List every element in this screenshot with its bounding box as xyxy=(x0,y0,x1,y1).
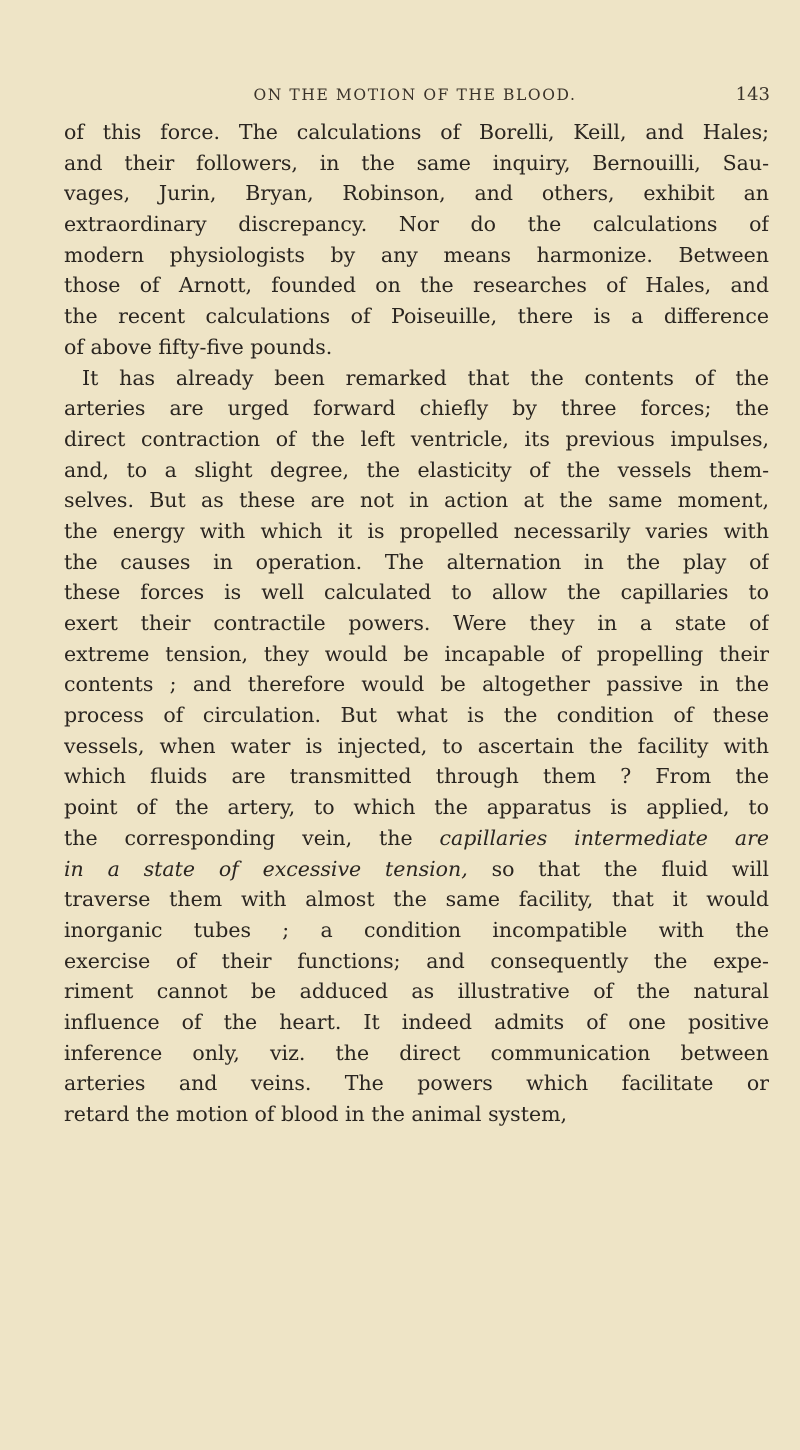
text-span: and their followers, in the same inquiry, Bernouilli, Sau- xyxy=(64,150,769,175)
text-line xyxy=(64,884,769,915)
text-line xyxy=(64,209,769,240)
text-span: traverse them with almost the same facility, that it would xyxy=(64,887,769,912)
text-span: direct contraction of the left ventricle, its previous impulses, xyxy=(64,426,769,451)
text-span: influence of the heart. It indeed admits of one positive xyxy=(64,1009,769,1034)
page-number: 143 xyxy=(735,84,770,105)
text-span: inorganic tubes ; a condition incompatible with the xyxy=(64,917,769,942)
text-line xyxy=(64,270,769,301)
text-span: of this force. The calculations of Borelli, Keill, and Hales; xyxy=(64,120,769,144)
body-text xyxy=(64,117,769,1130)
text-line xyxy=(64,1007,769,1038)
text-span: exercise of their functions; and consequently the expe- xyxy=(64,948,769,973)
text-line xyxy=(64,117,769,148)
text-line xyxy=(64,393,769,424)
text-line xyxy=(64,639,769,670)
text-line xyxy=(64,148,769,179)
text-span: which fluids are transmitted through them ? From the xyxy=(64,764,769,789)
text-line xyxy=(64,455,769,486)
text-span: contents ; and therefore would be altogether passive in the xyxy=(64,672,769,697)
text-line xyxy=(64,792,769,823)
italic-span: capillaries intermediate are xyxy=(439,825,769,850)
text-line xyxy=(64,547,769,578)
text-span: those of Arnott, founded on the researches of Hales, and xyxy=(64,273,769,298)
text-span: riment cannot be adduced as illustrative of the natural xyxy=(64,979,769,1004)
text-span: and, to a slight degree, the elasticity of the vessels them- xyxy=(64,457,769,482)
text-line xyxy=(64,332,769,363)
text-span: modern physiologists by any means harmonize. Between xyxy=(64,242,769,267)
running-head: ON THE MOTION OF THE BLOOD. xyxy=(253,86,577,104)
text-span: so that the fluid will xyxy=(467,856,769,881)
text-span: extraordinary discrepancy. Nor do the calculations of xyxy=(64,212,769,237)
text-line xyxy=(64,669,769,700)
text-span: point of the artery, to which the apparatus is applied, to xyxy=(64,795,769,820)
text-line xyxy=(64,363,769,394)
text-span: the recent calculations of Poiseuille, there is a difference xyxy=(64,304,769,329)
text-line xyxy=(64,240,769,271)
italic-span: in a state of excessive tension, xyxy=(64,856,468,881)
text-line xyxy=(64,1099,769,1130)
text-span: the causes in operation. The alternation in the play of xyxy=(64,549,769,574)
text-span: the energy with which it is propelled necessarily varies with xyxy=(64,518,769,543)
text-line xyxy=(64,485,769,516)
text-line xyxy=(64,854,769,885)
text-span: process of circulation. But what is the condition of these xyxy=(64,703,769,728)
text-span: vessels, when water is injected, to ascertain the facility with xyxy=(64,733,769,758)
text-span: arteries and veins. The powers which facilitate or xyxy=(64,1071,769,1096)
text-line xyxy=(64,608,769,639)
text-line xyxy=(64,915,769,946)
text-line xyxy=(64,946,769,977)
text-line xyxy=(64,823,769,854)
text-span: these forces is well calculated to allow the capillaries to xyxy=(64,580,769,605)
text-span: retard the motion of blood in the animal system, xyxy=(64,1102,568,1126)
text-line xyxy=(64,577,769,608)
text-span: of above fifty-five pounds. xyxy=(64,334,333,359)
text-line xyxy=(64,516,769,547)
text-line xyxy=(64,700,769,731)
text-span: extreme tension, they would be incapable of propelling their xyxy=(64,641,769,666)
text-line xyxy=(64,731,769,762)
text-span: exert their contractile powers. Were they in a state of xyxy=(64,611,769,635)
text-span: It has already been remarked that the contents of the xyxy=(82,365,769,390)
text-line xyxy=(64,178,769,209)
text-span: vages, Jurin, Bryan, Robinson, and others, exhibit an xyxy=(64,181,769,206)
page-header xyxy=(60,86,770,112)
text-span: selves. But as these are not in action at the same moment, xyxy=(64,488,769,513)
text-span: inference only, viz. the direct communication between xyxy=(64,1040,769,1065)
text-line xyxy=(64,301,769,332)
text-line xyxy=(64,1038,769,1069)
text-span: the corresponding vein, the xyxy=(64,825,440,850)
text-line xyxy=(64,424,769,455)
text-line xyxy=(64,761,769,792)
text-span: arteries are urged forward chiefly by three forces; the xyxy=(64,396,769,421)
text-line xyxy=(64,1068,769,1099)
text-line xyxy=(64,976,769,1007)
